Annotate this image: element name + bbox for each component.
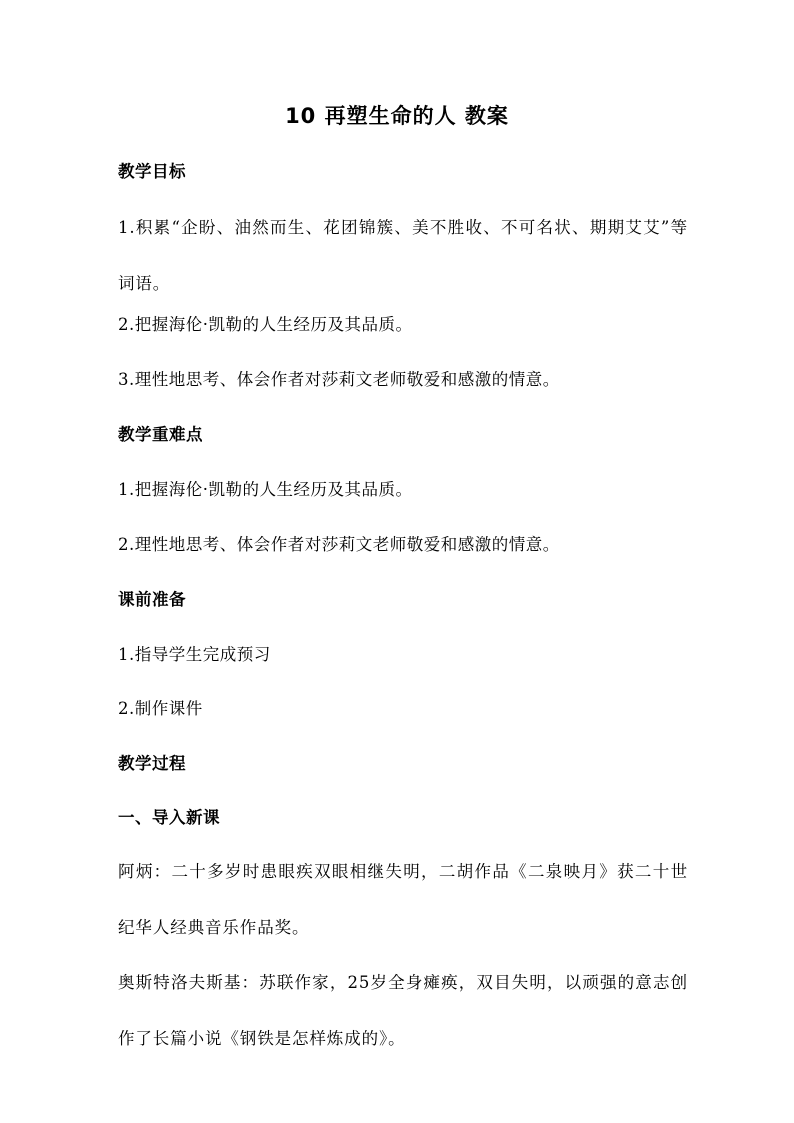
section-heading-preparation: 课前准备 xyxy=(118,590,186,609)
document-title: 10 再塑生命的人 教案 xyxy=(285,104,509,128)
objective-item-3: 3.理性地思考、体会作者对莎莉文老师敬爱和感激的情意。 xyxy=(118,370,560,389)
section-heading-process: 教学过程 xyxy=(118,754,186,773)
objective-item-2: 2.把握海伦·凯勒的人生经历及其品质。 xyxy=(118,315,413,334)
preparation-item-2: 2.制作课件 xyxy=(118,699,203,718)
key-point-item-1: 1.把握海伦·凯勒的人生经历及其品质。 xyxy=(118,480,413,499)
key-point-item-2: 2.理性地思考、体会作者对莎莉文老师敬爱和感激的情意。 xyxy=(118,535,560,554)
section-heading-objectives: 教学目标 xyxy=(118,162,186,181)
intro-paragraph-abing: 阿炳：二十多岁时患眼疾双眼相继失明，二胡作品《二泉映月》获二十世纪华人经典音乐作品奖。 xyxy=(118,862,688,937)
preparation-item-1: 1.指导学生完成预习 xyxy=(118,645,271,664)
section-heading-key-points: 教学重难点 xyxy=(118,425,203,444)
objective-item-1: 1.积累“企盼、油然而生、花团锦簇、美不胜收、不可名状、期期艾艾”等词语。 xyxy=(118,218,688,293)
intro-paragraph-ostrovsky: 奥斯特洛夫斯基：苏联作家，25岁全身瘫痪，双目失明，以顽强的意志创作了长篇小说《钢铁是怎样炼成的》。 xyxy=(118,973,688,1048)
subsection-heading-intro: 一、导入新课 xyxy=(118,808,220,827)
